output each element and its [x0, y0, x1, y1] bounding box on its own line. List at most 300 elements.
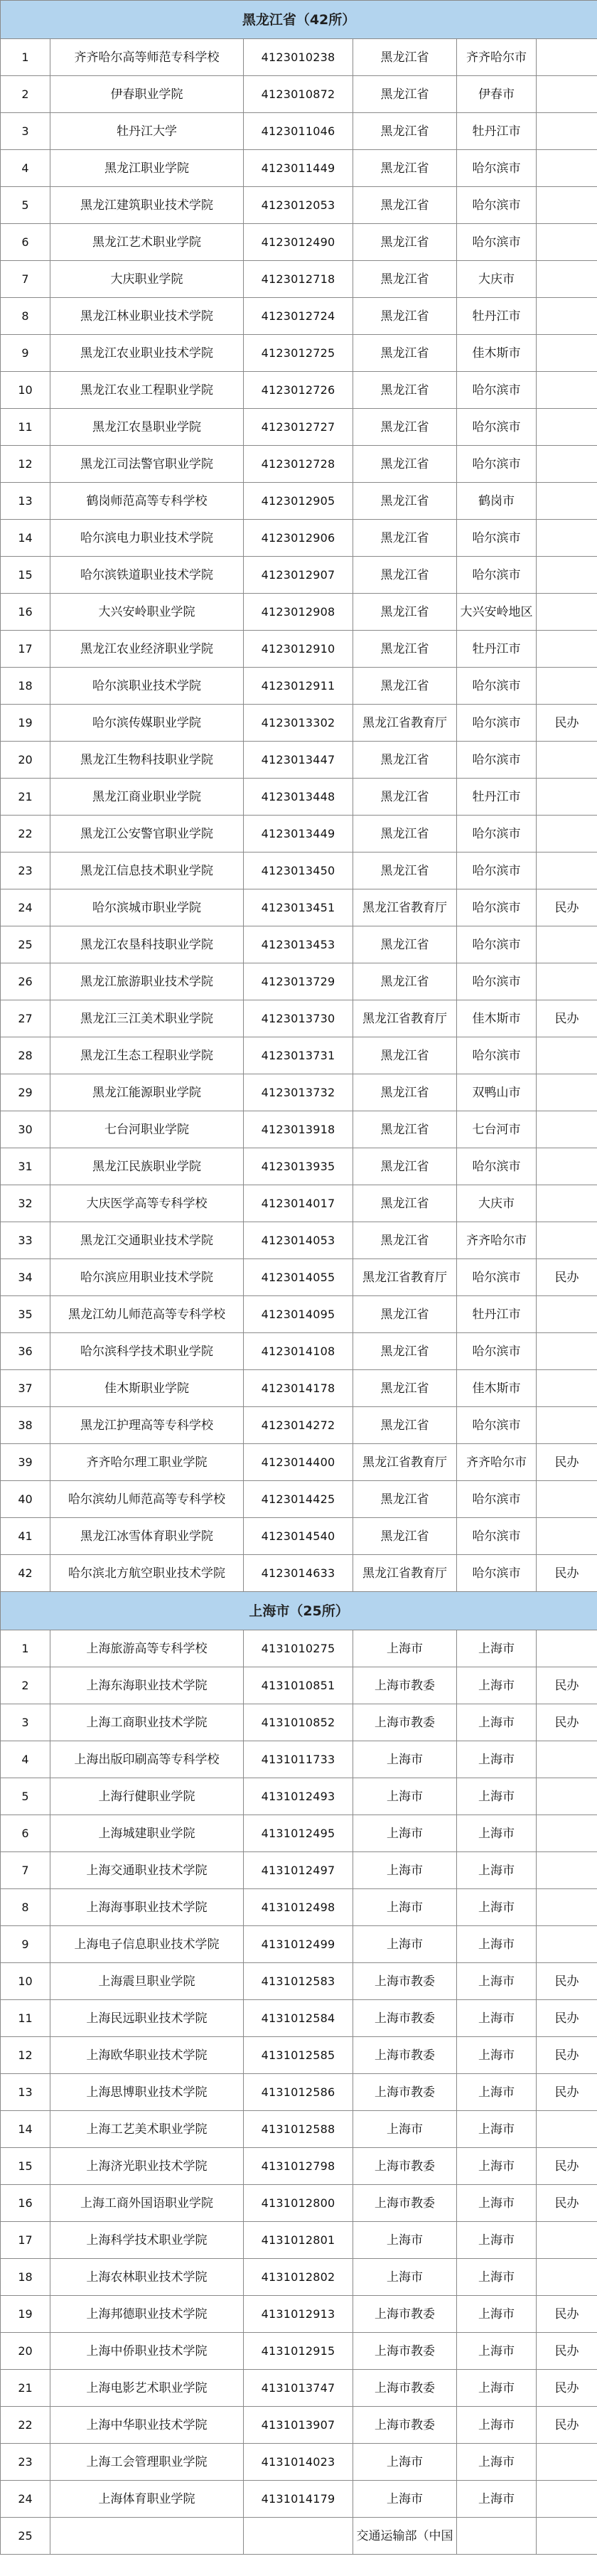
- city-location: 上海市: [457, 2259, 537, 2296]
- school-code: 4123012905: [244, 483, 353, 520]
- table-row: [1, 1667, 597, 1704]
- school-code: 4123014400: [244, 1444, 353, 1481]
- supervising-department: 黑龙江省: [353, 1296, 457, 1333]
- city-location: 牡丹江市: [457, 631, 537, 668]
- row-number: 5: [1, 187, 50, 224]
- table-row: [1, 1296, 597, 1333]
- remark: [537, 1296, 597, 1333]
- school-code: 4123013302: [244, 705, 353, 742]
- table-row: [1, 335, 597, 372]
- school-code: 4123010238: [244, 39, 353, 76]
- city-location: 哈尔滨市: [457, 963, 537, 1000]
- school-code: 4131012588: [244, 2111, 353, 2148]
- supervising-department: 上海市教委: [353, 1704, 457, 1741]
- row-number: 26: [1, 963, 50, 1000]
- supervising-department: 黑龙江省: [353, 1333, 457, 1370]
- city-location: 牡丹江市: [457, 113, 537, 150]
- supervising-department: 上海市教委: [353, 2296, 457, 2333]
- supervising-department: 黑龙江省: [353, 446, 457, 483]
- school-name: 哈尔滨城市职业学院: [50, 889, 244, 926]
- supervising-department: 黑龙江省: [353, 853, 457, 889]
- row-number: 13: [1, 483, 50, 520]
- table-row: [1, 1778, 597, 1815]
- table-row: [1, 926, 597, 963]
- school-name: 上海科学技术职业学院: [50, 2222, 244, 2259]
- remark: [537, 1815, 597, 1852]
- row-number: 20: [1, 2333, 50, 2370]
- school-code: 4123013453: [244, 926, 353, 963]
- city-location: 哈尔滨市: [457, 409, 537, 446]
- supervising-department: 黑龙江省: [353, 594, 457, 631]
- row-number: 39: [1, 1444, 50, 1481]
- supervising-department: 上海市教委: [353, 2074, 457, 2111]
- row-number: 2: [1, 1667, 50, 1704]
- row-number: 25: [1, 2518, 50, 2555]
- school-code: 4123014053: [244, 1222, 353, 1259]
- table-row: [1, 1889, 597, 1926]
- school-code: 4131012913: [244, 2296, 353, 2333]
- row-number: 14: [1, 520, 50, 557]
- row-number: 29: [1, 1074, 50, 1111]
- city-location: 上海市: [457, 1667, 537, 1704]
- table-row: [1, 594, 597, 631]
- school-code: 4123012053: [244, 187, 353, 224]
- school-name: 上海工商外国语职业学院: [50, 2185, 244, 2222]
- remark: [537, 853, 597, 889]
- school-name: 黑龙江职业学院: [50, 150, 244, 187]
- row-number: 22: [1, 816, 50, 853]
- table-row: [1, 2074, 597, 2111]
- table-row: [1, 1370, 597, 1407]
- city-location: 哈尔滨市: [457, 742, 537, 779]
- city-location: 上海市: [457, 2222, 537, 2259]
- school-code: 4131014179: [244, 2481, 353, 2518]
- city-location: 上海市: [457, 1704, 537, 1741]
- remark: [537, 2518, 597, 2555]
- school-name: 伊春职业学院: [50, 76, 244, 113]
- remark: [537, 1074, 597, 1111]
- school-code: 4131014023: [244, 2444, 353, 2481]
- city-location: 哈尔滨市: [457, 446, 537, 483]
- row-number: 24: [1, 2481, 50, 2518]
- supervising-department: 黑龙江省: [353, 483, 457, 520]
- city-location: 上海市: [457, 2370, 537, 2407]
- city-location: 上海市: [457, 2481, 537, 2518]
- row-number: 6: [1, 1815, 50, 1852]
- school-name: 上海城建职业学院: [50, 1815, 244, 1852]
- school-name: [50, 2518, 244, 2555]
- supervising-department: 黑龙江省: [353, 298, 457, 335]
- school-name: 黑龙江农业工程职业学院: [50, 372, 244, 409]
- supervising-department: 黑龙江省: [353, 926, 457, 963]
- supervising-department: 上海市: [353, 2111, 457, 2148]
- school-name: 黑龙江民族职业学院: [50, 1148, 244, 1185]
- school-name: 黑龙江生态工程职业学院: [50, 1037, 244, 1074]
- school-name: 上海民远职业技术学院: [50, 2000, 244, 2037]
- row-number: 13: [1, 2074, 50, 2111]
- city-location: 上海市: [457, 1630, 537, 1667]
- city-location: 七台河市: [457, 1111, 537, 1148]
- row-number: 3: [1, 1704, 50, 1741]
- supervising-department: 黑龙江省教育厅: [353, 1000, 457, 1037]
- school-name: 上海工艺美术职业学院: [50, 2111, 244, 2148]
- city-location: 上海市: [457, 2111, 537, 2148]
- supervising-department: 黑龙江省: [353, 1222, 457, 1259]
- city-location: 上海市: [457, 1778, 537, 1815]
- row-number: 21: [1, 779, 50, 816]
- table-row: [1, 1111, 597, 1148]
- school-code: 4131012493: [244, 1778, 353, 1815]
- school-code: 4123012490: [244, 224, 353, 261]
- remark: [537, 113, 597, 150]
- supervising-department: 黑龙江省: [353, 816, 457, 853]
- supervising-department: 上海市教委: [353, 1667, 457, 1704]
- school-name: 哈尔滨传媒职业学院: [50, 705, 244, 742]
- row-number: 28: [1, 1037, 50, 1074]
- table-row: [1, 224, 597, 261]
- school-name: 哈尔滨电力职业技术学院: [50, 520, 244, 557]
- city-location: 哈尔滨市: [457, 1037, 537, 1074]
- table-row: [1, 816, 597, 853]
- school-code: 4131010275: [244, 1630, 353, 1667]
- city-location: 上海市: [457, 1889, 537, 1926]
- school-code: 4123013730: [244, 1000, 353, 1037]
- table-row: [1, 520, 597, 557]
- remark: [537, 150, 597, 187]
- supervising-department: 上海市: [353, 1630, 457, 1667]
- table-row: [1, 2481, 597, 2518]
- table-row: [1, 39, 597, 76]
- row-number: 10: [1, 1963, 50, 2000]
- remark: 民办: [537, 1259, 597, 1296]
- remark: [537, 1370, 597, 1407]
- school-name: 上海旅游高等专科学校: [50, 1630, 244, 1667]
- supervising-department: 上海市: [353, 1741, 457, 1778]
- remark: [537, 2259, 597, 2296]
- table-row: [1, 889, 597, 926]
- city-location: 哈尔滨市: [457, 889, 537, 926]
- school-name: 上海工商职业技术学院: [50, 1704, 244, 1741]
- school-code: 4123010872: [244, 76, 353, 113]
- table-row: [1, 187, 597, 224]
- table-row: [1, 2111, 597, 2148]
- city-location: 上海市: [457, 2037, 537, 2074]
- supervising-department: 黑龙江省: [353, 150, 457, 187]
- school-name: 黑龙江艺术职业学院: [50, 224, 244, 261]
- table-row: [1, 2518, 597, 2555]
- city-location: 哈尔滨市: [457, 150, 537, 187]
- school-code: 4123013449: [244, 816, 353, 853]
- row-number: 42: [1, 1555, 50, 1592]
- school-name: 黑龙江幼儿师范高等专科学校: [50, 1296, 244, 1333]
- school-name: 鹤岗师范高等专科学校: [50, 483, 244, 520]
- remark: [537, 298, 597, 335]
- remark: [537, 926, 597, 963]
- city-location: 哈尔滨市: [457, 1148, 537, 1185]
- school-name: 黑龙江司法警官职业学院: [50, 446, 244, 483]
- school-name: 上海震旦职业学院: [50, 1963, 244, 2000]
- school-code: 4123014055: [244, 1259, 353, 1296]
- city-location: 牡丹江市: [457, 779, 537, 816]
- row-number: 31: [1, 1148, 50, 1185]
- city-location: 上海市: [457, 2444, 537, 2481]
- row-number: 2: [1, 76, 50, 113]
- remark: 民办: [537, 2000, 597, 2037]
- remark: 民办: [537, 2037, 597, 2074]
- remark: 民办: [537, 1667, 597, 1704]
- school-name: 上海电子信息职业技术学院: [50, 1926, 244, 1963]
- city-location: 牡丹江市: [457, 298, 537, 335]
- school-code: 4123013447: [244, 742, 353, 779]
- supervising-department: 黑龙江省教育厅: [353, 705, 457, 742]
- row-number: 16: [1, 2185, 50, 2222]
- school-code: 4131013907: [244, 2407, 353, 2444]
- row-number: 9: [1, 335, 50, 372]
- row-number: 15: [1, 2148, 50, 2185]
- table-row: [1, 2407, 597, 2444]
- table-row: [1, 1741, 597, 1778]
- school-code: 4123012910: [244, 631, 353, 668]
- school-code: 4123012725: [244, 335, 353, 372]
- school-code: 4123014633: [244, 1555, 353, 1592]
- supervising-department: 黑龙江省: [353, 335, 457, 372]
- remark: 民办: [537, 2333, 597, 2370]
- remark: 民办: [537, 889, 597, 926]
- school-name: 黑龙江商业职业学院: [50, 779, 244, 816]
- school-name: 上海电影艺术职业学院: [50, 2370, 244, 2407]
- school-name: 上海济光职业技术学院: [50, 2148, 244, 2185]
- row-number: 9: [1, 1926, 50, 1963]
- school-name: 上海中华职业技术学院: [50, 2407, 244, 2444]
- row-number: 4: [1, 150, 50, 187]
- city-location: 哈尔滨市: [457, 853, 537, 889]
- row-number: 19: [1, 705, 50, 742]
- supervising-department: 上海市教委: [353, 1963, 457, 2000]
- school-code: 4123012908: [244, 594, 353, 631]
- school-name: 上海交通职业技术学院: [50, 1852, 244, 1889]
- table-row: [1, 1963, 597, 2000]
- remark: [537, 39, 597, 76]
- remark: 民办: [537, 2407, 597, 2444]
- table-row: [1, 409, 597, 446]
- table-row: [1, 1444, 597, 1481]
- supervising-department: 黑龙江省: [353, 187, 457, 224]
- table-row: [1, 76, 597, 113]
- table-row: [1, 1926, 597, 1963]
- remark: [537, 224, 597, 261]
- supervising-department: 黑龙江省: [353, 372, 457, 409]
- supervising-department: 黑龙江省: [353, 1111, 457, 1148]
- remark: [537, 1481, 597, 1518]
- supervising-department: 上海市: [353, 2222, 457, 2259]
- city-location: 哈尔滨市: [457, 816, 537, 853]
- school-code: 4131012583: [244, 1963, 353, 2000]
- school-code: 4123013729: [244, 963, 353, 1000]
- city-location: 上海市: [457, 2000, 537, 2037]
- table-row: [1, 2148, 597, 2185]
- remark: 民办: [537, 2185, 597, 2222]
- school-code: 4131010852: [244, 1704, 353, 1741]
- remark: [537, 1407, 597, 1444]
- school-name: 牡丹江大学: [50, 113, 244, 150]
- table-row: [1, 668, 597, 705]
- supervising-department: 黑龙江省: [353, 742, 457, 779]
- table-row: [1, 1037, 597, 1074]
- supervising-department: 黑龙江省: [353, 1407, 457, 1444]
- table-row: [1, 2000, 597, 2037]
- school-name: 黑龙江能源职业学院: [50, 1074, 244, 1111]
- supervising-department: 黑龙江省: [353, 631, 457, 668]
- row-number: 17: [1, 631, 50, 668]
- remark: [537, 594, 597, 631]
- table-row: [1, 2296, 597, 2333]
- city-location: 佳木斯市: [457, 335, 537, 372]
- school-code: 4131012584: [244, 2000, 353, 2037]
- school-code: 4123012906: [244, 520, 353, 557]
- school-name: 黑龙江农业经济职业学院: [50, 631, 244, 668]
- remark: 民办: [537, 1704, 597, 1741]
- remark: [537, 1741, 597, 1778]
- school-name: 黑龙江三江美术职业学院: [50, 1000, 244, 1037]
- school-name: 黑龙江生物科技职业学院: [50, 742, 244, 779]
- table-row: [1, 1000, 597, 1037]
- school-code: 4131012915: [244, 2333, 353, 2370]
- city-location: 上海市: [457, 2407, 537, 2444]
- city-location: 佳木斯市: [457, 1370, 537, 1407]
- city-location: 哈尔滨市: [457, 557, 537, 594]
- section-header-row: [1, 1592, 597, 1630]
- school-name: 上海工会管理职业学院: [50, 2444, 244, 2481]
- row-number: 8: [1, 1889, 50, 1926]
- remark: [537, 963, 597, 1000]
- supervising-department: 黑龙江省: [353, 1481, 457, 1518]
- remark: 民办: [537, 2296, 597, 2333]
- city-location: 双鸭山市: [457, 1074, 537, 1111]
- remark: [537, 1148, 597, 1185]
- table-row: [1, 2444, 597, 2481]
- school-code: 4131012798: [244, 2148, 353, 2185]
- supervising-department: 黑龙江省教育厅: [353, 1555, 457, 1592]
- table-row: [1, 1074, 597, 1111]
- school-name: 齐齐哈尔高等师范专科学校: [50, 39, 244, 76]
- remark: 民办: [537, 1000, 597, 1037]
- supervising-department: 黑龙江省: [353, 39, 457, 76]
- row-number: 7: [1, 261, 50, 298]
- school-name: 上海出版印刷高等专科学校: [50, 1741, 244, 1778]
- school-code: 4131012802: [244, 2259, 353, 2296]
- table-row: [1, 631, 597, 668]
- school-name: 齐齐哈尔理工职业学院: [50, 1444, 244, 1481]
- table-row: [1, 1815, 597, 1852]
- school-code: 4123013732: [244, 1074, 353, 1111]
- school-name: 上海欧华职业技术学院: [50, 2037, 244, 2074]
- school-code: 4123013935: [244, 1148, 353, 1185]
- remark: [537, 520, 597, 557]
- school-code: 4131012801: [244, 2222, 353, 2259]
- remark: [537, 631, 597, 668]
- city-location: 哈尔滨市: [457, 520, 537, 557]
- school-code: 4123013451: [244, 889, 353, 926]
- row-number: 6: [1, 224, 50, 261]
- school-code: 4131012585: [244, 2037, 353, 2074]
- school-code: 4123014425: [244, 1481, 353, 1518]
- row-number: 1: [1, 39, 50, 76]
- row-number: 36: [1, 1333, 50, 1370]
- row-number: 10: [1, 372, 50, 409]
- table-row: [1, 1407, 597, 1444]
- school-name: 佳木斯职业学院: [50, 1370, 244, 1407]
- city-location: 哈尔滨市: [457, 926, 537, 963]
- row-number: 41: [1, 1518, 50, 1555]
- row-number: 5: [1, 1778, 50, 1815]
- row-number: 34: [1, 1259, 50, 1296]
- supervising-department: 黑龙江省教育厅: [353, 1259, 457, 1296]
- table-row: [1, 705, 597, 742]
- table-row: [1, 1222, 597, 1259]
- supervising-department: 上海市: [353, 1852, 457, 1889]
- school-name: 上海农林职业技术学院: [50, 2259, 244, 2296]
- row-number: 22: [1, 2407, 50, 2444]
- school-code: 4123014108: [244, 1333, 353, 1370]
- supervising-department: 黑龙江省: [353, 113, 457, 150]
- remark: [537, 187, 597, 224]
- remark: [537, 779, 597, 816]
- table-row: [1, 446, 597, 483]
- table-row: [1, 2037, 597, 2074]
- school-code: 4123012727: [244, 409, 353, 446]
- row-number: 40: [1, 1481, 50, 1518]
- remark: [537, 2222, 597, 2259]
- school-code: 4123012907: [244, 557, 353, 594]
- remark: [537, 372, 597, 409]
- city-location: 大庆市: [457, 1185, 537, 1222]
- school-code: 4131013747: [244, 2370, 353, 2407]
- row-number: 32: [1, 1185, 50, 1222]
- section-header-row: [1, 1, 597, 39]
- remark: [537, 409, 597, 446]
- school-name: 黑龙江林业职业技术学院: [50, 298, 244, 335]
- table-row: [1, 2370, 597, 2407]
- school-name: 哈尔滨铁道职业技术学院: [50, 557, 244, 594]
- row-number: 3: [1, 113, 50, 150]
- table-row: [1, 742, 597, 779]
- table-row: [1, 1185, 597, 1222]
- school-name: 上海思博职业技术学院: [50, 2074, 244, 2111]
- remark: 民办: [537, 2148, 597, 2185]
- school-name: 上海东海职业技术学院: [50, 1667, 244, 1704]
- supervising-department: 上海市教委: [353, 2370, 457, 2407]
- school-name: 黑龙江农垦职业学院: [50, 409, 244, 446]
- city-location: 大庆市: [457, 261, 537, 298]
- remark: [537, 1037, 597, 1074]
- school-name: 大庆医学高等专科学校: [50, 1185, 244, 1222]
- remark: [537, 1185, 597, 1222]
- city-location: 哈尔滨市: [457, 187, 537, 224]
- city-location: 上海市: [457, 2333, 537, 2370]
- supervising-department: 上海市教委: [353, 2037, 457, 2074]
- city-location: 大兴安岭地区: [457, 594, 537, 631]
- remark: [537, 335, 597, 372]
- school-name: 黑龙江交通职业技术学院: [50, 1222, 244, 1259]
- supervising-department: 黑龙江省: [353, 1370, 457, 1407]
- school-name: 上海中侨职业技术学院: [50, 2333, 244, 2370]
- supervising-department: 黑龙江省: [353, 1037, 457, 1074]
- supervising-department: 黑龙江省: [353, 261, 457, 298]
- school-code: 4123013918: [244, 1111, 353, 1148]
- remark: [537, 557, 597, 594]
- school-name: 黑龙江建筑职业技术学院: [50, 187, 244, 224]
- school-code: 4131012586: [244, 2074, 353, 2111]
